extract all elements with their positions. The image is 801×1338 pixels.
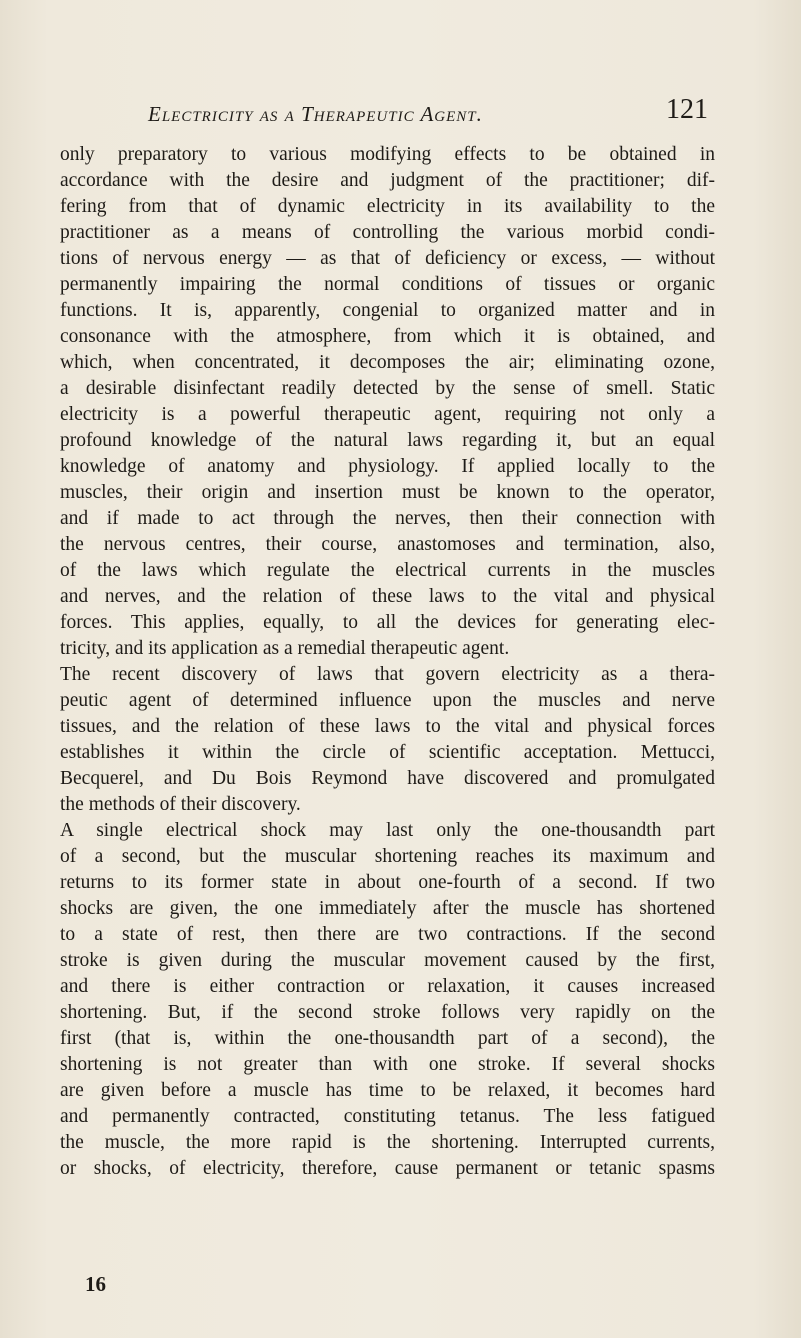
text-line: or shocks, of electricity, therefore, cause permanent or tetanic spasms <box>60 1158 715 1179</box>
text-line: a desirable disinfectant readily detected by the sense of smell. Static <box>60 378 715 399</box>
text-line: A single electrical shock may last only the one-thousandth part <box>60 820 715 841</box>
text-line: only preparatory to various modifying effects to be obtained in <box>60 144 715 165</box>
text-line: muscles, their origin and insertion must be known to the operator, <box>60 482 715 503</box>
text-line: The recent discovery of laws that govern electricity as a thera- <box>60 664 715 685</box>
text-line: which, when concentrated, it decomposes the air; eliminating ozone, <box>60 352 715 373</box>
text-line: establishes it within the circle of scientific acceptation. Mettucci, <box>60 742 715 763</box>
running-head <box>148 90 708 134</box>
text-line: knowledge of anatomy and physiology. If applied locally to the <box>60 456 715 477</box>
text-line: tissues, and the relation of these laws to the vital and physical forces <box>60 716 715 737</box>
text-line: shortening. But, if the second stroke follows very rapidly on the <box>60 1002 715 1023</box>
text-line: permanently impairing the normal conditions of tissues or organic <box>60 274 715 295</box>
text-line: consonance with the atmosphere, from which it is obtained, and <box>60 326 715 347</box>
page-number: 121 <box>666 94 708 125</box>
text-line: shortening is not greater than with one stroke. If several shocks <box>60 1054 715 1075</box>
text-line: returns to its former state in about one-fourth of a second. If two <box>60 872 715 893</box>
text-line: first (that is, within the one-thousandth part of a second), the <box>60 1028 715 1049</box>
running-head-title: Electricity as a Therapeutic Agent. <box>148 102 483 126</box>
text-line: and if made to act through the nerves, then their connection with <box>60 508 715 529</box>
text-line: functions. It is, apparently, congenial to organized matter and in <box>60 300 715 321</box>
text-line: of a second, but the muscular shortening reaches its maximum and <box>60 846 715 867</box>
text-line: peutic agent of determined influence upon the muscles and nerve <box>60 690 715 711</box>
signature-mark: 16 <box>85 1272 106 1296</box>
text-line: the muscle, the more rapid is the shortening. Interrupted currents, <box>60 1132 715 1153</box>
text-line: to a state of rest, then there are two contractions. If the second <box>60 924 715 945</box>
text-line: and there is either contraction or relaxation, it causes increased <box>60 976 715 997</box>
text-line: the methods of their discovery. <box>60 794 301 815</box>
text-line: tricity, and its application as a remedial therapeutic agent. <box>60 638 510 659</box>
text-line: stroke is given during the muscular movement caused by the first, <box>60 950 715 971</box>
text-line: fering from that of dynamic electricity in its availability to the <box>60 196 715 217</box>
text-line: are given before a muscle has time to be relaxed, it becomes hard <box>60 1080 715 1101</box>
text-line: and permanently contracted, constituting tetanus. The less fatigued <box>60 1106 715 1127</box>
text-line: profound knowledge of the natural laws regarding it, but an equal <box>60 430 715 451</box>
text-line: electricity is a powerful therapeutic agent, requiring not only a <box>60 404 715 425</box>
body-text <box>60 142 715 1182</box>
text-line: of the laws which regulate the electrical currents in the muscles <box>60 560 715 581</box>
text-line: tions of nervous energy — as that of deficiency or excess, — without <box>60 248 715 269</box>
text-line: and nerves, and the relation of these laws to the vital and physical <box>60 586 715 607</box>
text-line: the nervous centres, their course, anastomoses and termination, also, <box>60 534 715 555</box>
text-line: shocks are given, the one immediately after the muscle has shortened <box>60 898 715 919</box>
text-line: Becquerel, and Du Bois Reymond have discovered and promulgated <box>60 768 715 789</box>
text-line: practitioner as a means of controlling the various morbid condi- <box>60 222 715 243</box>
text-line: forces. This applies, equally, to all the devices for generating elec- <box>60 612 715 633</box>
text-line: accordance with the desire and judgment of the practitioner; dif- <box>60 170 715 191</box>
